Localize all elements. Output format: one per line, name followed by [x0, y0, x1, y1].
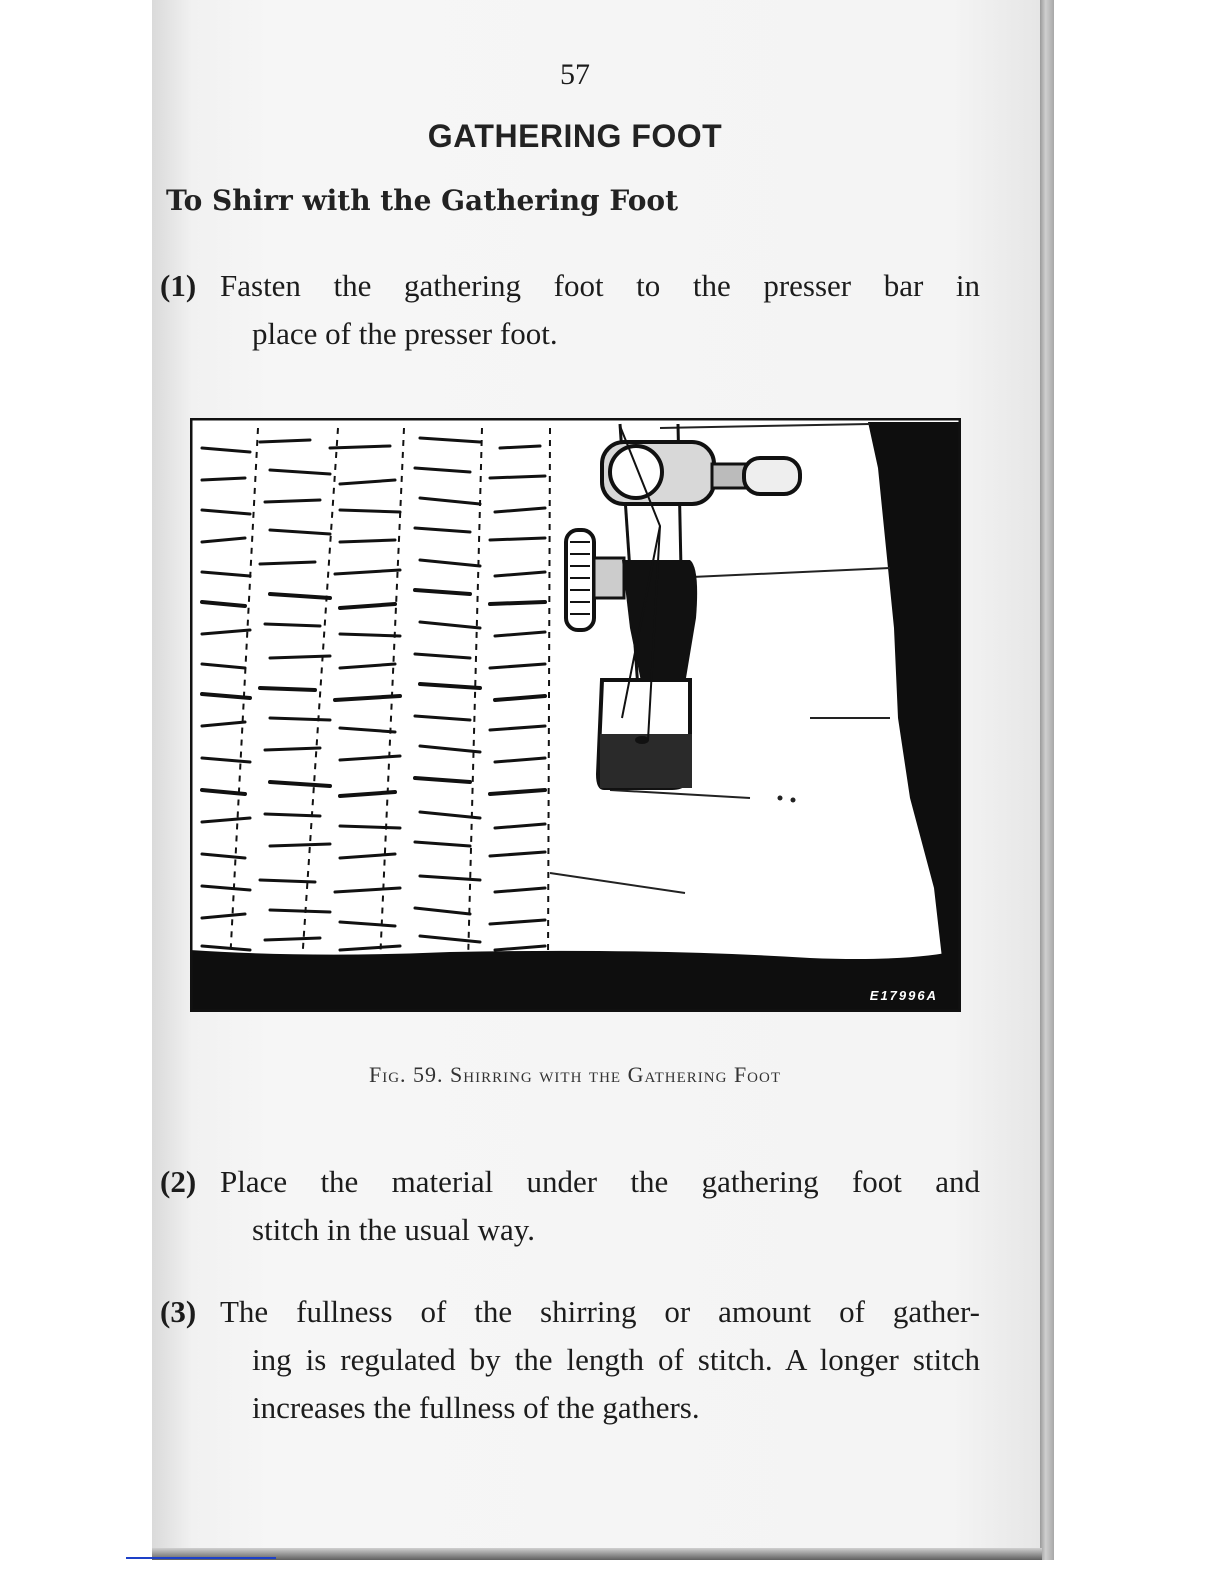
figure-code: E17996A	[869, 988, 938, 1003]
page-number: 57	[560, 58, 590, 91]
step-number: (1)	[160, 268, 197, 303]
figure-caption: Fig. 59. Shirring with the Gathering Foot	[368, 1062, 782, 1087]
section-subheading: To Shirr with the Gathering Foot	[166, 184, 679, 217]
step-text-rest: stitch in the usual way.	[252, 1212, 535, 1247]
step-1	[160, 262, 980, 358]
step-text-rest: ing is regulated by the length of stitch. A longer stitch increases the fullness of the gathers.	[252, 1342, 980, 1425]
machine-bed-shadow	[190, 950, 961, 1012]
step-text-first-line: Fasten the gathering foot to the presser bar in	[220, 268, 980, 303]
step-2	[160, 1158, 980, 1254]
book-spine	[1040, 0, 1054, 1560]
page-heading: GATHERING FOOT	[427, 118, 723, 154]
step-number: (2)	[160, 1164, 197, 1199]
step-3	[160, 1288, 980, 1432]
step-text-first-line: Place the material under the gathering foot and	[220, 1164, 980, 1199]
step-text-first-line: The fullness of the shirring or amount of gather-	[220, 1294, 980, 1329]
scan-accent-line	[126, 1557, 276, 1559]
page-bottom-edge	[152, 1548, 1042, 1560]
step-number: (3)	[160, 1294, 197, 1329]
gathering-foot-figure	[190, 418, 961, 1012]
step-text-rest: place of the presser foot.	[252, 316, 558, 351]
